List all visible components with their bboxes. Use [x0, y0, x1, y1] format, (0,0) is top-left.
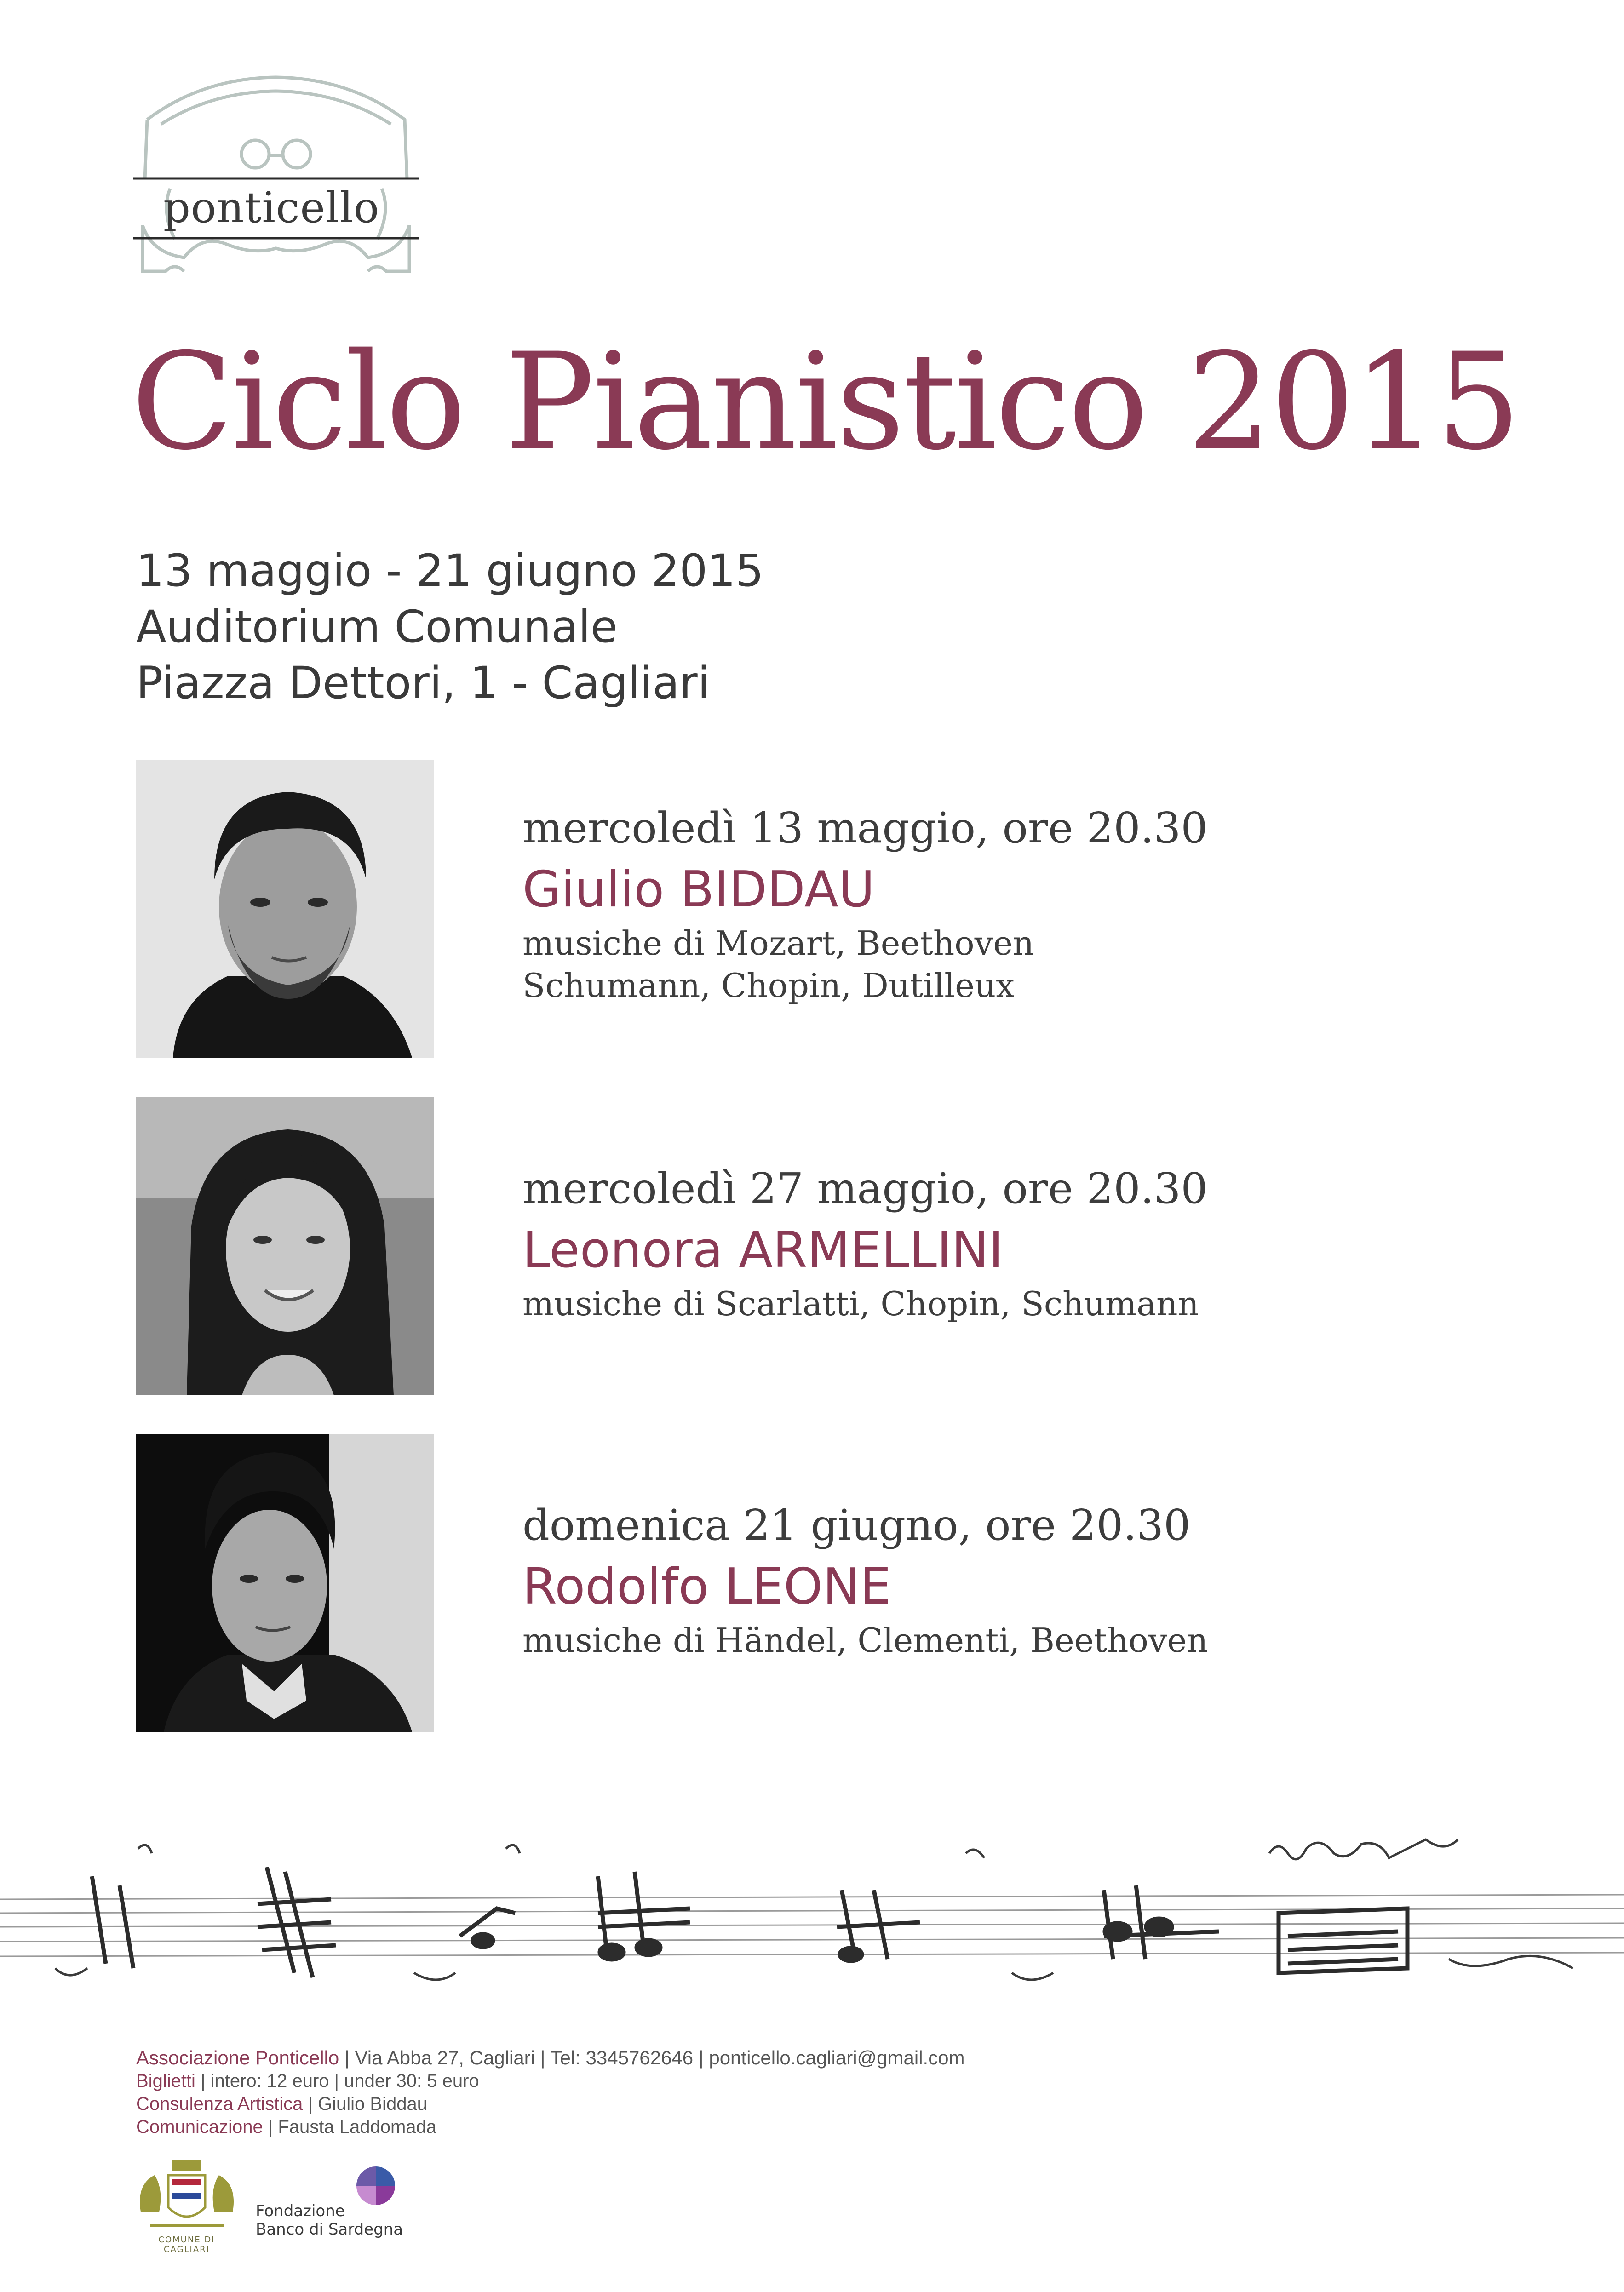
event-dates: 13 maggio - 21 giugno 2015: [136, 545, 764, 596]
association-details: | Via Abba 27, Cagliari | Tel: 3345762646 | ponticello.cagliari@gmail.com: [339, 2047, 965, 2069]
consultancy-line: [136, 2092, 965, 2115]
consultancy-details: | Giulio Biddau: [303, 2094, 427, 2114]
ponticello-logo: [133, 74, 419, 285]
concert-program: Schumann, Chopin, Dutilleux: [522, 966, 1015, 1005]
concert-program: musiche di Scarlatti, Chopin, Schumann: [522, 1284, 1199, 1323]
tickets-line: [136, 2069, 965, 2092]
comune-cagliari-crest-icon: [136, 2157, 237, 2235]
association-line: [136, 2046, 965, 2069]
performer-photo: [136, 760, 434, 1058]
concert-program: musiche di Händel, Clementi, Beethoven: [522, 1621, 1208, 1660]
communication-label: Comunicazione: [136, 2117, 263, 2137]
concert-program: musiche di Mozart, Beethoven: [522, 924, 1034, 963]
fondazione-line-2: Banco di Sardegna: [256, 2220, 403, 2239]
performer-photo: [136, 1097, 434, 1395]
fondazione-text: [256, 2202, 403, 2239]
comune-caption: COMUNE DI CAGLIARI: [158, 2235, 215, 2254]
concert-date: domenica 21 giugno, ore 20.30: [522, 1501, 1191, 1550]
concert-item: [136, 1434, 1562, 1733]
communication-line: [136, 2115, 965, 2138]
performer-name: Leonora ARMELLINI: [522, 1221, 1004, 1279]
concert-date: mercoledì 13 maggio, ore 20.30: [522, 803, 1208, 853]
page-title: Ciclo Pianistico 2015: [131, 325, 1520, 480]
footer-info: [136, 2046, 965, 2138]
concert-item: [136, 760, 1562, 1059]
tickets-label: Biglietti: [136, 2071, 195, 2091]
tickets-details: | intero: 12 euro | under 30: 5 euro: [195, 2071, 479, 2091]
performer-name: Rodolfo LEONE: [522, 1558, 891, 1616]
event-address: Piazza Dettori, 1 - Cagliari: [136, 657, 710, 709]
event-info: [136, 543, 763, 711]
music-score-decoration: [0, 1821, 1624, 2051]
fondazione-logo-icon: [355, 2165, 396, 2206]
concert-item: [136, 1097, 1562, 1396]
fondazione-line-1: Fondazione: [256, 2202, 345, 2220]
consultancy-label: Consulenza Artistica: [136, 2094, 303, 2114]
event-venue: Auditorium Comunale: [136, 601, 618, 653]
performer-photo: [136, 1434, 434, 1732]
concert-date: mercoledì 27 maggio, ore 20.30: [522, 1164, 1208, 1213]
performer-name: Giulio BIDDAU: [522, 861, 875, 918]
communication-details: | Fausta Laddomada: [263, 2117, 437, 2137]
logo-wordmark: ponticello: [163, 183, 380, 232]
association-label: Associazione Ponticello: [136, 2047, 339, 2069]
